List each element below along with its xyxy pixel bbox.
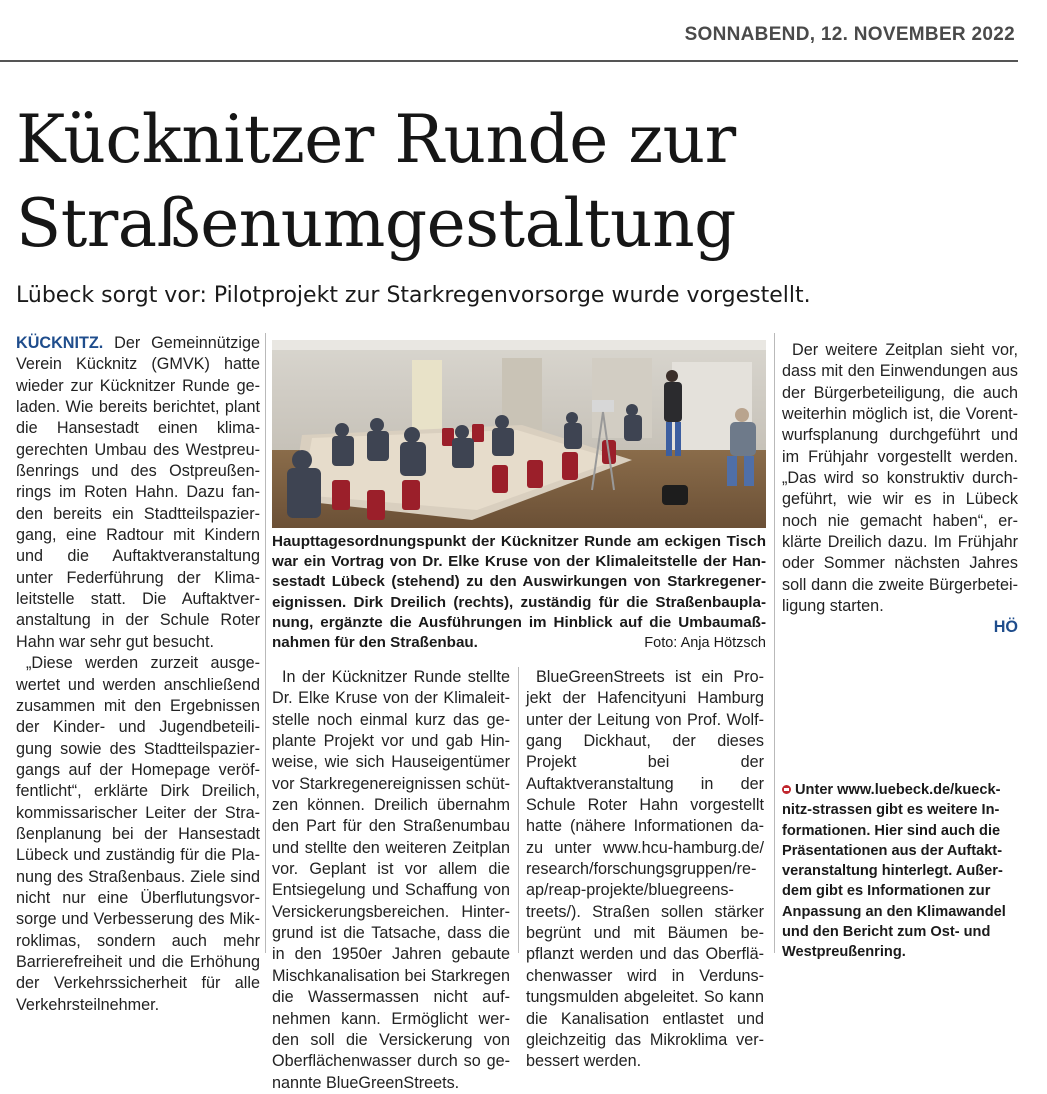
column-divider — [774, 333, 775, 953]
article-paragraph-5 — [782, 340, 1018, 639]
column-divider — [265, 333, 266, 953]
headline-line-2: Straßenumgestaltung — [16, 185, 736, 262]
info-box — [782, 780, 1018, 963]
paragraph-4-text: BlueGreenStreets ist ein Projekt der Hafencityuni Hamburg unter der Leitung von Prof. Wolfgang Dickhaut, der dieses Projekt bei der Auftaktveranstaltung in der Schule Roter Hahn vorgestellt hatte (nähere Informationen dazu unter www.hcu-hamburg.de/ research/forschungsgruppen/reap/reap-projekte/bluegreenstreets/). Straßen sollen stärker begrünt und mit Bäumen bepflanzt werden und das Oberflächenwasser wird in Verdunstungsmulden abgeleitet. So kann die Kanalisation entlastet und gleichzeitig das Mikroklima verbessert werden. — [526, 668, 764, 1071]
author-initials: HÖ — [993, 618, 1018, 637]
top-rule — [0, 60, 1018, 62]
dateline-kicker: KÜCKNITZ. — [16, 334, 104, 352]
article-paragraph-2: „Diese werden zurzeit ausgewertet und werden anschließend zusammen mit den Ergebnissen der Kinder- und Jugendbeteiligung sowie des Stadtteilspaziergangs auf der Homepage veröffentlicht“, erklärte Dirk Dreilich, kommissarischer Leiter der Straßenplanung bei der Hansestadt Lübeck und zuständig für die Planung des Straßenbaus. Ziele sind nicht nur eine Überflutungsvorsorge und Verbesserung des Mikroklimas, sondern auch mehr Barrierefreiheit und die Erhöhung der Verkehrssicherheit für alle Verkehrsteilnehmer. — [16, 654, 260, 1014]
paragraph-1-text: Der Gemeinnützige Verein Kücknitz (GMVK) hatte wieder zur Kücknitzer Runde geladen. Wie bereits berichtet, plant die Hansestadt einen klimagerechten Umbau des Westpreußenrings und des Ostpreußenrings im Roten Hahn. Dazu fanden bereits ein Stadtteilspaziergang, eine Radtour mit Kindern und die Auftaktveranstaltung unter Federführung der Klimaleitstelle statt. Die Auftaktveranstaltung in der Schule Roter Hahn war sehr gut besucht. — [16, 334, 260, 651]
link-marker-icon — [782, 785, 791, 794]
article-column-1 — [16, 333, 260, 1014]
article-column-3 — [526, 667, 764, 1071]
article-column-4 — [782, 340, 1018, 639]
paragraph-3-text: In der Kücknitzer Runde stellte Dr. Elke Kruse von der Klimaleitstelle noch einmal kurz das geplante Projekt vor und gab Hinweise, wie sich Hauseigentümer vor Starkregenereignissen schützen können. Dreilich übernahm den Part für den Straßenumbau und stellte den weiteren Zeitplan vor. Geplant ist vor allem die Entsiegelung und Schaffung von Versickerungsbereichen. Hintergrund ist die Tatsache, dass die in den 1950er Jahren gebaute Mischkanalisation bei Starkregen die Wassermassen nicht aufnehmen kann. Ermöglicht werden soll die Versickerung von Oberflächenwasser durch so genannte BlueGreenStreets. — [272, 668, 510, 1092]
issue-date: SONNABEND, 12. NOVEMBER 2022 — [684, 24, 1015, 45]
caption-text: Haupttagesordnungspunkt der Kücknitzer Runde am eckigen Tisch war ein Vortrag von Dr. Elke Kruse von der Klimaleitstelle der Hansestadt Lübeck (stehend) zu den Auswirkungen von Starkregenereignissen. Dirk Dreilich (rechts), zuständig für die Straßenbauplanung, ergänzte die Ausführungen im Hinblick auf die Umbaumaßnahmen für den Straßenbau. — [272, 533, 766, 652]
article-paragraph-1 — [16, 333, 260, 653]
subheadline: Lübeck sorgt vor: Pilotprojekt zur Starkregenvorsorge wurde vorgestellt. — [16, 283, 811, 308]
article-paragraph-4 — [526, 667, 764, 1073]
paragraph-5-text: Der weitere Zeitplan sieht vor, dass mit den Einwendungen aus der Bürgerbeteiligung, die auch weiterhin möglich ist, die Vorentwurfsplanung durchgeführt und im Frühjahr vorgestellt werden. „Das wird so konstruktiv durchgeführt, wie wir es in Lübeck noch nie gemacht haben“, erklärte Dreilich dazu. Im Frühjahr oder Sommer nächsten Jahres soll dann die zweite Bürgerbeteiligung starten. — [782, 341, 1018, 616]
photo-credit: Foto: Anja Hötzsch — [644, 635, 766, 652]
info-box-text: Unter www.luebeck.de/kuecknitz-strassen gibt es weitere Informationen. Hier sind auch die Präsentationen aus der Auftaktveranstaltung hinterlegt. Außerdem gibt es Informationen zur Anpassung an den Klimawandel und den Bericht zum Ost- und Westpreußenring. — [782, 782, 1006, 961]
event-photo — [272, 340, 766, 528]
article-paragraph-3 — [272, 667, 510, 1094]
photo-caption — [272, 532, 766, 653]
article-column-2 — [272, 667, 510, 1092]
column-divider — [518, 667, 519, 953]
photo-illustration — [272, 340, 766, 528]
headline-line-1: Kücknitzer Runde zur — [16, 101, 736, 178]
headline — [16, 98, 1016, 266]
